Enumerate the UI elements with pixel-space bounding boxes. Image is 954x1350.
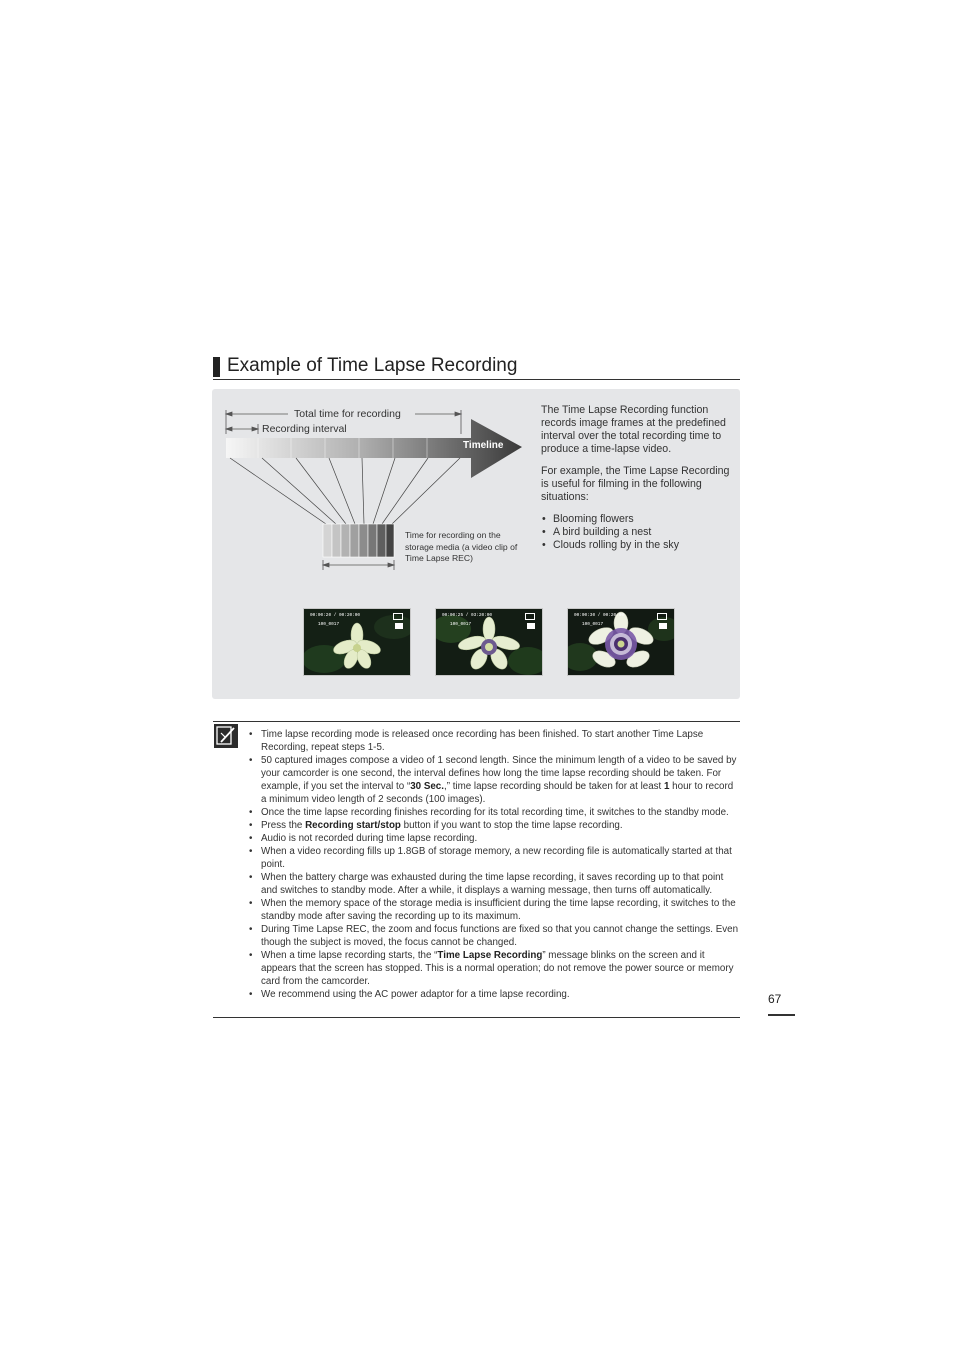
description-paragraph-1: The Time Lapse Recording function records image frames at the predefined interval over the total recording time to produce a time-lapse video.	[541, 404, 726, 455]
list-item: • When a time lapse recording starts, the “Time Lapse Recording” message blinks on the screen and it appears that the screen has stopped. This is a normal operation; do not remove the power source or memory card from the camcorder.	[248, 949, 740, 988]
recording-interval-label: Recording interval	[262, 423, 347, 435]
notes-list	[248, 728, 740, 1001]
list-item: • 50 captured images compose a video of 1 second length. Since the minimum length of a video to be saved by your camcorder is one second, the interval defines how long the time lapse recording should be taken. For example, if you set the interval to “30 Sec.,” time lapse recording should be taken for at least 1 hour to record a minimum video length of 2 seconds (100 images).	[248, 754, 740, 806]
list-item: • Blooming flowers	[541, 513, 736, 526]
list-item: • Audio is not recorded during time lapse recording.	[248, 832, 740, 845]
list-item: • Clouds rolling by in the sky	[541, 539, 736, 552]
page-number-rule	[768, 1014, 795, 1016]
list-item: • We recommend using the AC power adaptor for a time lapse recording.	[248, 988, 740, 1001]
total-time-label: Total time for recording	[294, 408, 401, 420]
thumbnail-timecode: 00:00:20 / 00:20:00	[310, 613, 361, 618]
screen-thumbnail-3	[567, 608, 675, 676]
notes-section	[213, 721, 740, 1018]
list-item: • When a video recording fills up 1.8GB of storage memory, a new recording file is automatically started at that point.	[248, 845, 740, 871]
description-block	[541, 404, 736, 552]
screen-thumbnail-2	[435, 608, 543, 676]
screen-thumbnail-1	[303, 608, 411, 676]
thumbnail-timecode: 00:00:30 / 00:20:00	[574, 613, 625, 618]
list-item: • A bird building a nest	[541, 526, 736, 539]
thumbnail-file-number: 100_0017	[450, 622, 472, 627]
storage-icon	[395, 623, 403, 629]
note-pencil-icon	[214, 724, 238, 748]
list-item: • When the battery charge was exhausted during the time lapse recording, it saves recording up to that point and switches to standby mode. After a while, it displays a warning message, then turns off automatically.	[248, 871, 740, 897]
storage-caption: Time for recording on the storage media (a video clip of Time Lapse REC)	[405, 530, 518, 564]
storage-icon	[527, 623, 535, 629]
storage-icon	[659, 623, 667, 629]
thumbnail-file-number: 100_0017	[318, 622, 340, 627]
list-item: • Press the Recording start/stop button if you want to stop the time lapse recording.	[248, 819, 740, 832]
description-paragraph-2: For example, the Time Lapse Recording is useful for filming in the following situations:	[541, 465, 730, 503]
storage-clip-frames	[323, 524, 394, 557]
battery-icon	[525, 613, 535, 620]
list-item: • During Time Lapse REC, the zoom and focus functions are fixed so that you cannot change the settings. Even though the subject is moved, the focus cannot be changed.	[248, 923, 740, 949]
list-item: • Time lapse recording mode is released once recording has been finished. To start another Time Lapse Recording, repeat steps 1-5.	[248, 728, 740, 754]
sample-lines	[230, 458, 460, 524]
page-title: Example of Time Lapse Recording	[227, 355, 518, 376]
page-number: 67	[768, 992, 782, 1006]
thumbnail-file-number: 100_0017	[582, 622, 604, 627]
use-case-list	[541, 513, 736, 552]
list-item: • Once the time lapse recording finishes recording for its total recording time, it switches to the standby mode.	[248, 806, 740, 819]
thumbnail-timecode: 00:00:25 / 03:20:00	[442, 613, 493, 618]
battery-icon	[393, 613, 403, 620]
battery-icon	[657, 613, 667, 620]
storage-dimension	[323, 560, 394, 570]
timeline-label: Timeline	[463, 440, 504, 451]
list-item: • When the memory space of the storage media is insufficient during the time lapse recording, it switches to the standby mode after saving the recording up to its maximum.	[248, 897, 740, 923]
